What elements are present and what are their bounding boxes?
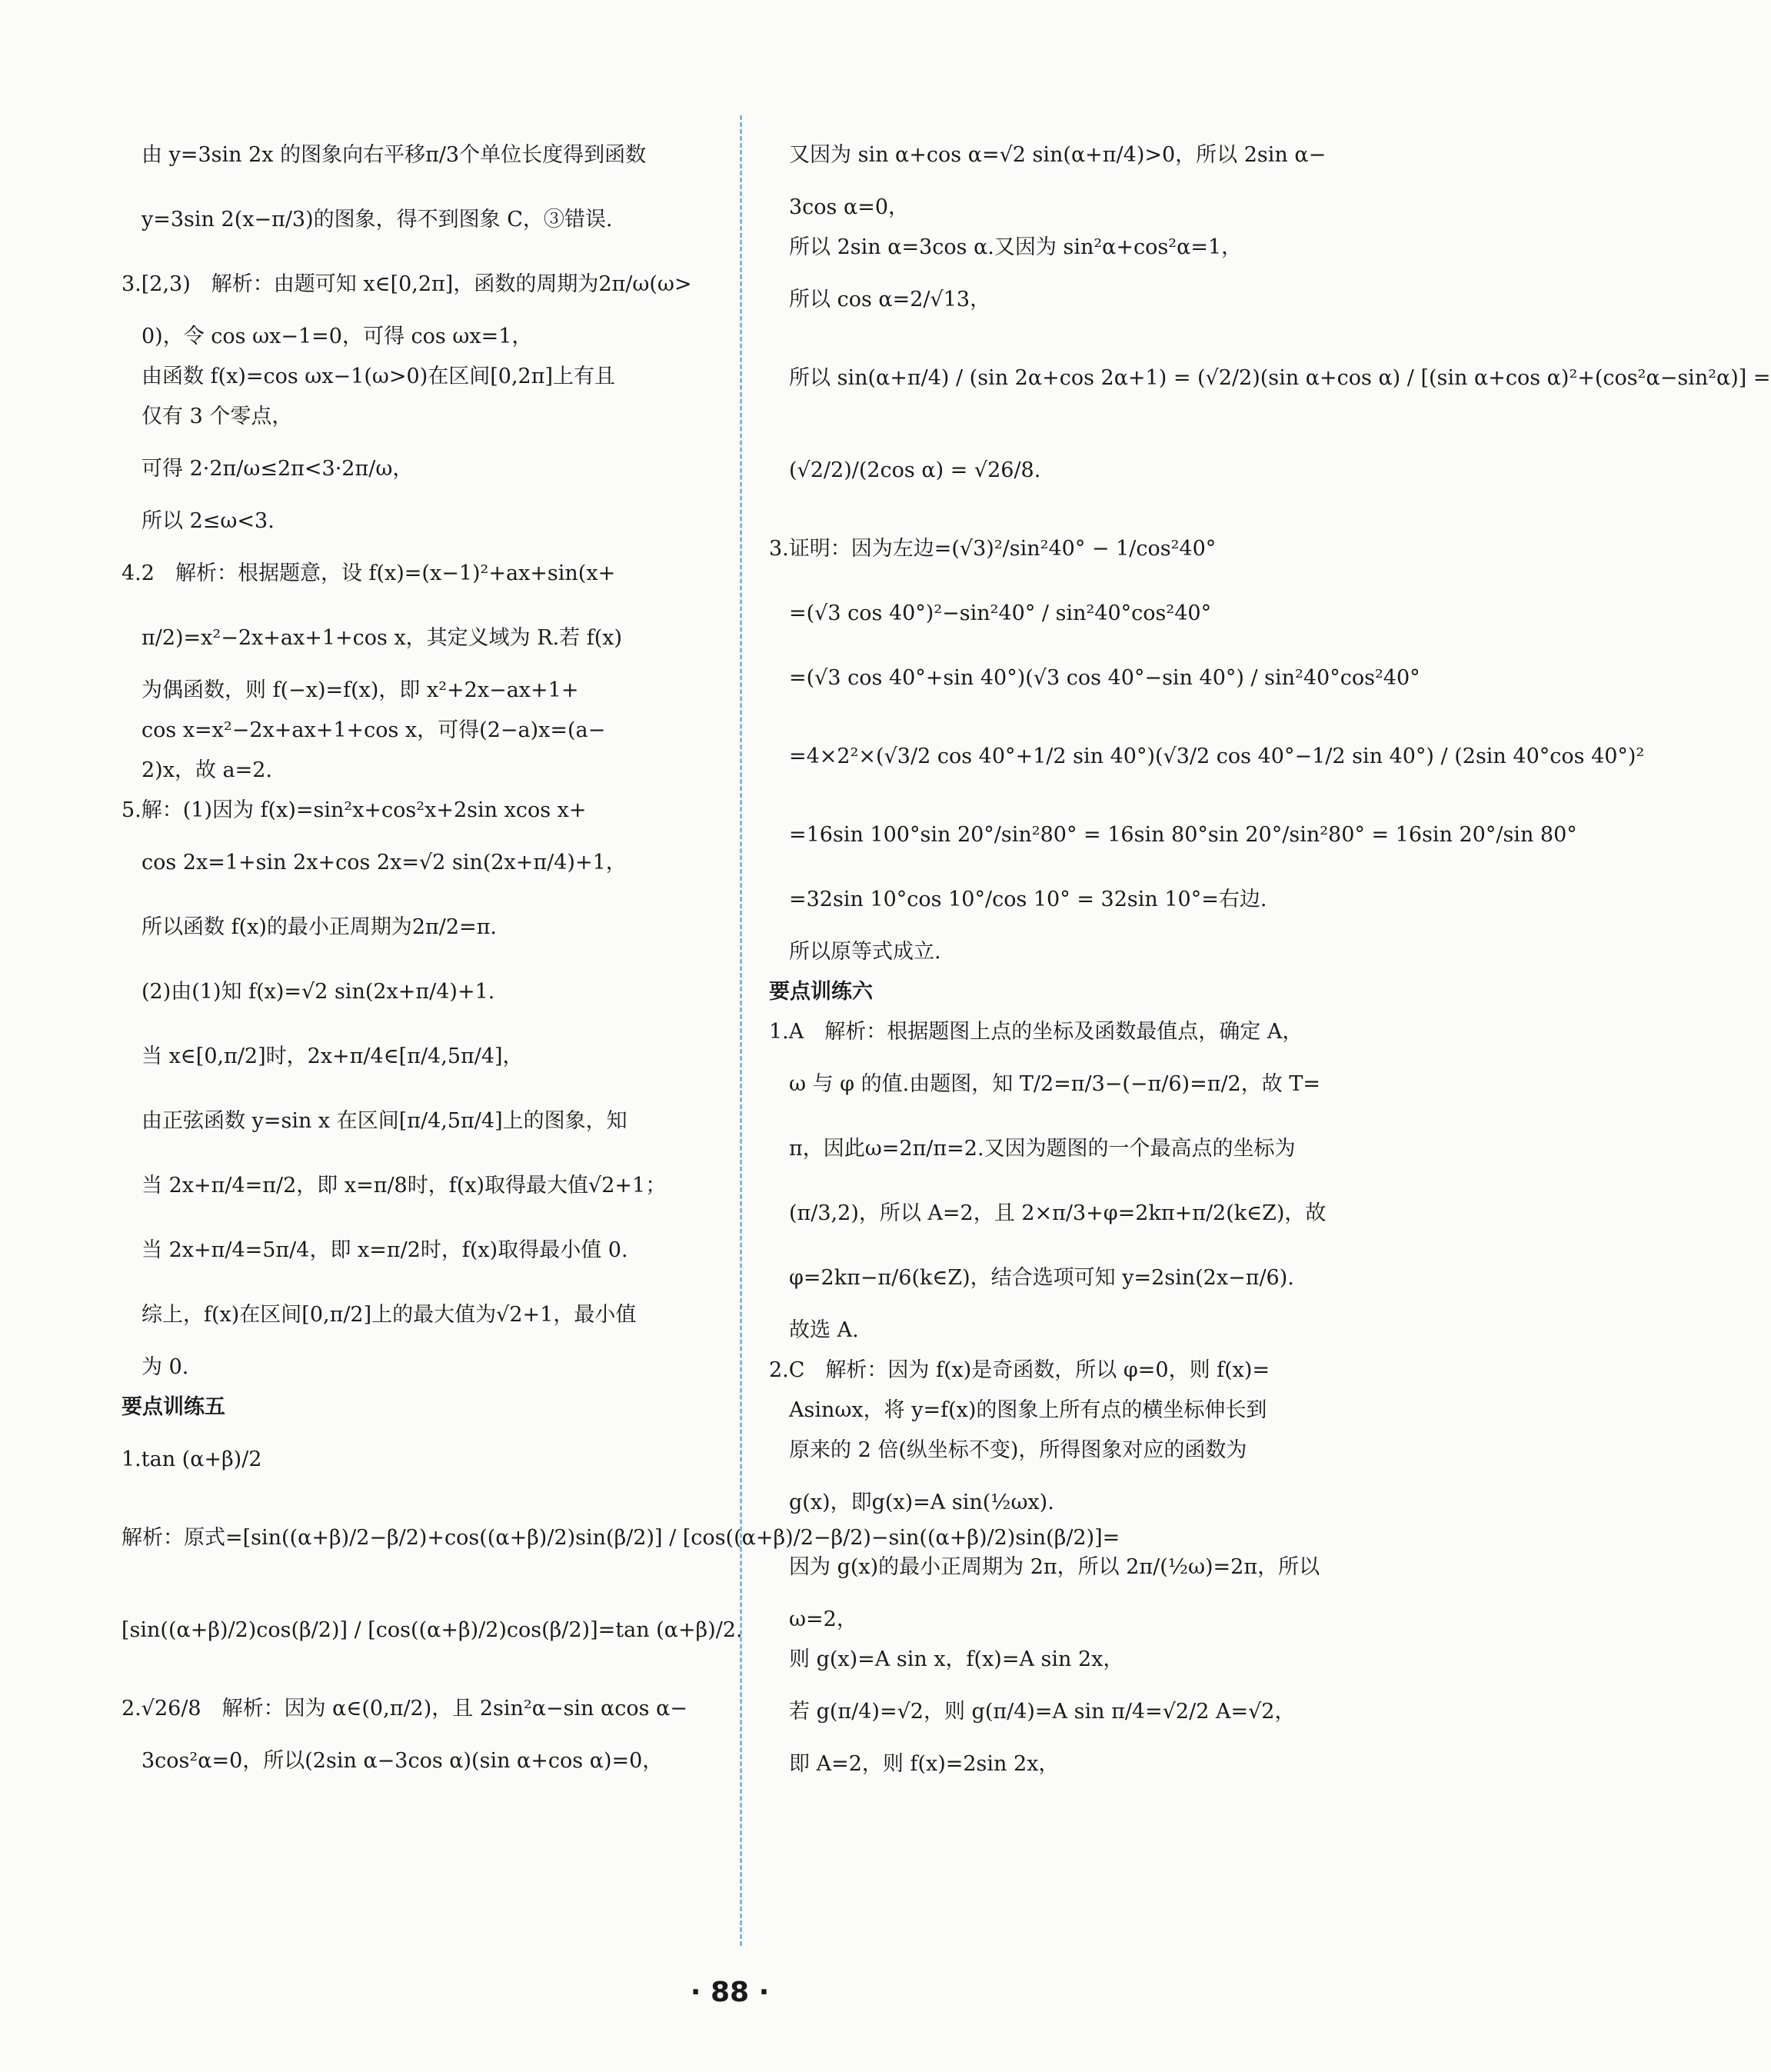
text-line: 仅有 3 个零点，	[141, 405, 293, 428]
text-line: [sin((α+β)/2)cos(β/2)] / [cos((α+β)/2)cos(β/2)]=tan (α+β)/2.	[122, 1618, 743, 1642]
text-line: ω=2，	[789, 1607, 857, 1631]
text-line: 由函数 f(x)=cos ωx−1(ω>0)在区间[0,2π]上有且	[141, 365, 615, 388]
text-line: 若 g(π/4)=√2，则 g(π/4)=A sin π/4=√2/2 A=√2，	[789, 1700, 1296, 1724]
section-heading: 要点训练五	[122, 1395, 225, 1419]
page-number: · 88 ·	[690, 1977, 770, 2008]
text-line: cos 2x=1+sin 2x+cos 2x=√2 sin(2x+π/4)+1，	[141, 851, 627, 874]
text-line: 为偶函数，则 f(−x)=f(x)，即 x²+2x−ax+1+	[141, 678, 579, 702]
text-line: =(√3 cos 40°+sin 40°)(√3 cos 40°−sin 40°) / sin²40°cos²40°	[789, 666, 1420, 690]
text-line: 1.tan (α+β)/2	[122, 1447, 262, 1471]
text-line: 3.证明：因为左边=(√3)²/sin²40° − 1/cos²40°	[769, 537, 1217, 561]
text-line: g(x)，即g(x)=A sin(½ωx).	[789, 1491, 1054, 1514]
text-line: 当 x∈[0,π/2]时，2x+π/4∈[π/4,5π/4]，	[141, 1044, 524, 1068]
text-line: 原来的 2 倍(纵坐标不变)，所得图象对应的函数为	[789, 1438, 1247, 1462]
text-line: 3cos²α=0，所以(2sin α−3cos α)(sin α+cos α)=0，	[141, 1749, 664, 1773]
text-line: φ=2kπ−π/6(k∈Z)，结合选项可知 y=2sin(2x−π/6).	[789, 1266, 1294, 1290]
text-line: =32sin 10°cos 10°/cos 10° = 32sin 10°=右边.	[789, 888, 1267, 911]
text-line: π，因此ω=2π/π=2.又因为题图的一个最高点的坐标为	[789, 1137, 1296, 1161]
text-line: 故选 A.	[789, 1318, 859, 1342]
text-line: 所以原等式成立.	[789, 940, 941, 964]
text-line: 综上，f(x)在区间[0,π/2]上的最大值为√2+1，最小值	[141, 1303, 637, 1327]
right-column	[769, 123, 1771, 1784]
text-line: cos x=x²−2x+ax+1+cos x，可得(2−a)x=(a−	[141, 718, 606, 742]
text-line: 1.A 解析：根据题图上点的坐标及函数最值点，确定 A，	[769, 1020, 1303, 1044]
text-line: 为 0.	[141, 1355, 189, 1379]
text-line: 又因为 sin α+cos α=√2 sin(α+π/4)>0，所以 2sin α−	[789, 143, 1327, 167]
text-line: 当 2x+π/4=π/2，即 x=π/8时，f(x)取得最大值√2+1；	[141, 1174, 667, 1198]
text-line: =(√3 cos 40°)²−sin²40° / sin²40°cos²40°	[789, 601, 1212, 625]
text-line: Asinωx，将 y=f(x)的图象上所有点的横坐标伸长到	[789, 1398, 1267, 1422]
text-line: (√2/2)/(2cos α) = √26/8.	[789, 458, 1041, 482]
text-line: 则 g(x)=A sin x，f(x)=A sin 2x，	[789, 1647, 1124, 1671]
text-line: 解析：原式=[sin((α+β)/2−β/2)+cos((α+β)/2)sin(β/2)] / [cos((α+β)/2−β/2)−sin((α+β)/2)sin(β/2)]=	[122, 1526, 1120, 1550]
section-heading: 要点训练六	[769, 980, 873, 1004]
text-line: 所以 sin(α+π/4) / (sin 2α+cos 2α+1) = (√2/2)(sin α+cos α) / [(sin α+cos α)²+(cos²α−sin²α)] =	[789, 366, 1771, 390]
column-divider	[740, 115, 742, 1946]
text-line: 0)，令 cos ωx−1=0，可得 cos ωx=1，	[141, 325, 533, 348]
text-line: 所以函数 f(x)的最小正周期为2π/2=π.	[141, 915, 498, 939]
text-line: 由 y=3sin 2x 的图象向右平移π/3个单位长度得到函数	[141, 143, 647, 167]
text-line: 3.[2,3) 解析：由题可知 x∈[0,2π]，函数的周期为2π/ω(ω>	[122, 272, 692, 296]
text-line: ω 与 φ 的值.由题图，知 T/2=π/3−(−π/6)=π/2，故 T=	[789, 1072, 1320, 1096]
text-line: (π/3,2)，所以 A=2，且 2×π/3+φ=2kπ+π/2(k∈Z)，故	[789, 1201, 1327, 1225]
text-line: 3cos α=0，	[789, 195, 910, 219]
text-line: 所以 2≤ω<3.	[141, 509, 275, 533]
text-line: 可得 2·2π/ω≤2π<3·2π/ω，	[141, 457, 414, 481]
text-line: 所以 2sin α=3cos α.又因为 sin²α+cos²α=1，	[789, 235, 1243, 259]
text-line: =16sin 100°sin 20°/sin²80° = 16sin 80°sin 20°/sin²80° = 16sin 20°/sin 80°	[789, 823, 1577, 847]
text-line: 即 A=2，则 f(x)=2sin 2x，	[789, 1752, 1060, 1776]
text-line: y=3sin 2(x−π/3)的图象，得不到图象 C，③错误.	[141, 208, 613, 232]
text-line: 当 2x+π/4=5π/4，即 x=π/2时，f(x)取得最小值 0.	[141, 1238, 628, 1262]
text-line: 2.√26/8 解析：因为 α∈(0,π/2)，且 2sin²α−sin αcos α−	[122, 1697, 687, 1721]
text-line: (2)由(1)知 f(x)=√2 sin(2x+π/4)+1.	[141, 980, 495, 1004]
text-line: 由正弦函数 y=sin x 在区间[π/4,5π/4]上的图象，知	[141, 1109, 628, 1133]
text-line: 所以 cos α=2/√13，	[789, 288, 991, 311]
text-line: =4×2²×(√3/2 cos 40°+1/2 sin 40°)(√3/2 cos 40°−1/2 sin 40°) / (2sin 40°cos 40°)²	[789, 745, 1645, 768]
text-line: π/2)=x²−2x+ax+1+cos x，其定义域为 R.若 f(x)	[141, 626, 623, 650]
text-line: 2.C 解析：因为 f(x)是奇函数，所以 φ=0，则 f(x)=	[769, 1358, 1270, 1382]
text-line: 4.2 解析：根据题意，设 f(x)=(x−1)²+ax+sin(x+	[122, 561, 616, 585]
text-line: 2)x，故 a=2.	[141, 758, 273, 782]
text-line: 因为 g(x)的最小正周期为 2π，所以 2π/(½ω)=2π，所以	[789, 1555, 1320, 1579]
text-line: 5.解：(1)因为 f(x)=sin²x+cos²x+2sin xcos x+	[122, 798, 587, 822]
